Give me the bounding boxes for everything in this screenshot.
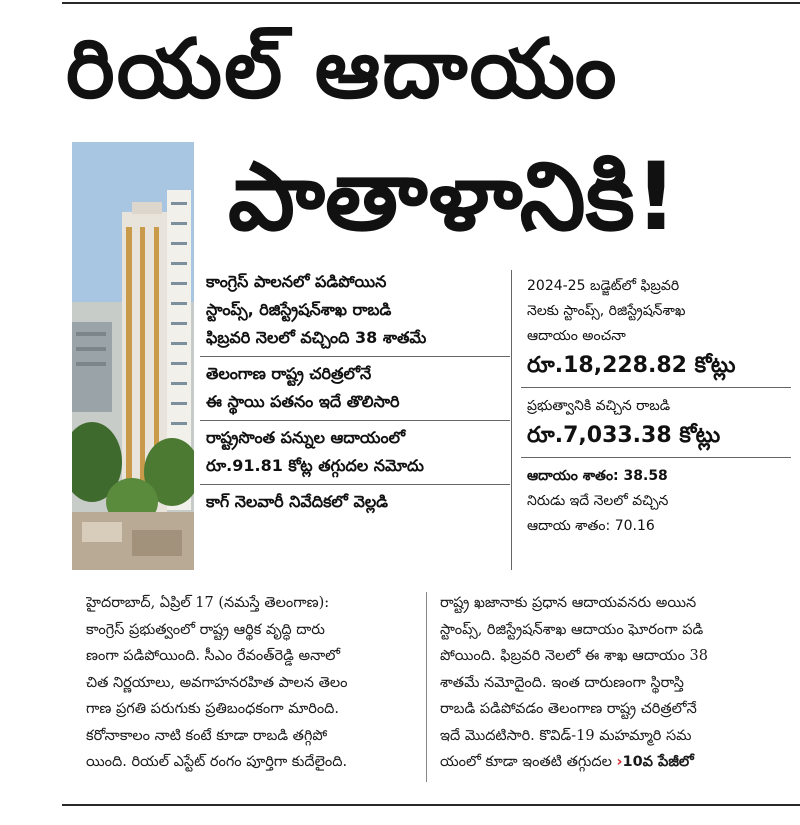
budget-text-1: 2024-25 బడ్జెట్‌లో ఫిబ్రవరి: [527, 278, 680, 294]
col1-line: గాణ ప్రగతి పరుగుకు ప్రతిబంధకంగా మారింది.: [86, 701, 340, 717]
received-text: ప్రభుత్వానికి వచ్చిన రాబడి: [527, 398, 671, 414]
last-year-text-2: ఆదాయ శాతం: 70.16: [527, 518, 655, 534]
bottom-rule: [62, 804, 800, 806]
column-divider: [426, 592, 427, 782]
bullet-4-line-1: కాగ్ నెలవారీ నివేదికలో వెల్లడి: [206, 492, 389, 511]
budget-estimate-box: [521, 268, 791, 388]
bullet-1: [200, 265, 510, 357]
chevron-right-icon: ›: [616, 754, 623, 770]
bullet-2-line-2: ఈ స్థాయి పతనం ఇదే తొలిసారి: [206, 392, 400, 411]
budget-amount: రూ.18,228.82 కోట్లు: [527, 353, 736, 378]
article-column-2: [440, 590, 770, 776]
col1-line: హైదరాబాద్, ఏప్రిల్ 17 (నమస్తే తెలంగాణ):: [86, 595, 330, 611]
bullet-2: [200, 357, 510, 421]
continued-page-label: 10వ పేజీలో: [622, 754, 694, 770]
percent-label: ఆదాయం శాతం: 38.58: [527, 468, 668, 484]
received-revenue-box: [521, 388, 791, 458]
col1-line: ణంగా పడిపోయింది. సీఎం రేవంత్‌రెడ్డి అనాలో: [86, 648, 341, 664]
col2-line: స్టాంప్స్, రిజిస్ట్రేషన్‌శాఖ ఆదాయం ఘోరంగా పడి: [440, 621, 704, 638]
revenue-info-box: [521, 268, 791, 543]
col1-line: చిత నిర్ణయాలు, అవగాహనరహిత పాలన తెలం: [86, 674, 348, 691]
col1-line: యింది. రియల్ ఎస్టేట్ రంగం పూర్తిగా కుదేలైంది.: [86, 754, 348, 770]
col2-line: పోయింది. ఫిబ్రవరి నెలలో ఈ శాఖ ఆదాయం 38: [440, 648, 708, 664]
col2-last-line: [440, 749, 770, 776]
col2-line: ఇదే మొదటిసారి. కొవిడ్-19 మహమ్మారి సమ: [440, 727, 692, 744]
city-buildings-photo: [72, 142, 194, 570]
bullet-3: [200, 421, 510, 485]
continued-on-page-link[interactable]: [617, 754, 694, 770]
bullet-2-line-1: తెలంగాణ రాష్ట్ర చరిత్రలోనే: [206, 364, 372, 383]
col2-line: రాష్ట్ర ఖజానాకు ప్రధాన ఆదాయవనరు అయిన: [440, 595, 697, 611]
headline-line-2: పాతాళానికి!: [228, 143, 678, 252]
budget-text-3: ఆదాయం అంచనా: [527, 328, 626, 344]
subheading-bullets: [200, 265, 510, 520]
bullet-1-line-3: ఫిబ్రవరి నెలలో వచ్చింది 38 శాతమే: [206, 328, 427, 347]
percent-box: [521, 458, 791, 543]
received-amount: రూ.7,033.38 కోట్లు: [527, 423, 721, 448]
bullet-3-line-2: రూ.91.81 కోట్ల తగ్గుదల నమోదు: [206, 456, 424, 475]
bullet-1-line-1: కాంగ్రెస్ పాలనలో పడిపోయిన: [206, 272, 387, 291]
info-divider: [511, 270, 512, 570]
budget-text-2: నెలకు స్టాంప్స్, రిజిస్ట్రేషన్‌శాఖ: [527, 303, 686, 319]
col2-line: శాతమే నమోదైంది. ఇంత దారుణంగా స్థిరాస్తి: [440, 674, 684, 691]
col1-line: కాంగ్రెస్ ప్రభుత్వంలో రాష్ట్ర ఆర్థిక వృద్ధి దారు: [86, 621, 325, 638]
col2-line: రాబడి పడిపోవడం తెలంగాణ రాష్ట్ర చరిత్రలోనే: [440, 701, 697, 717]
bullet-1-line-2: స్టాంప్స్, రిజిస్ట్రేషన్‌శాఖ రాబడి: [206, 300, 392, 319]
article-column-1: [86, 590, 416, 776]
last-year-text-1: నిరుడు ఇదే నెలలో వచ్చిన: [527, 493, 669, 509]
bullet-4: [200, 485, 510, 520]
bullet-3-line-1: రాష్ట్రసొంత పన్నుల ఆదాయంలో: [206, 428, 406, 447]
headline-line-1: రియల్ ఆదాయం: [66, 22, 619, 117]
top-rule: [62, 2, 800, 4]
col2-line: యంలో కూడా ఇంతటి తగ్గుదల: [440, 754, 612, 770]
col1-line: కరోనాకాలం నాటి కంటే కూడా రాబడి తగ్గిపో: [86, 727, 328, 744]
